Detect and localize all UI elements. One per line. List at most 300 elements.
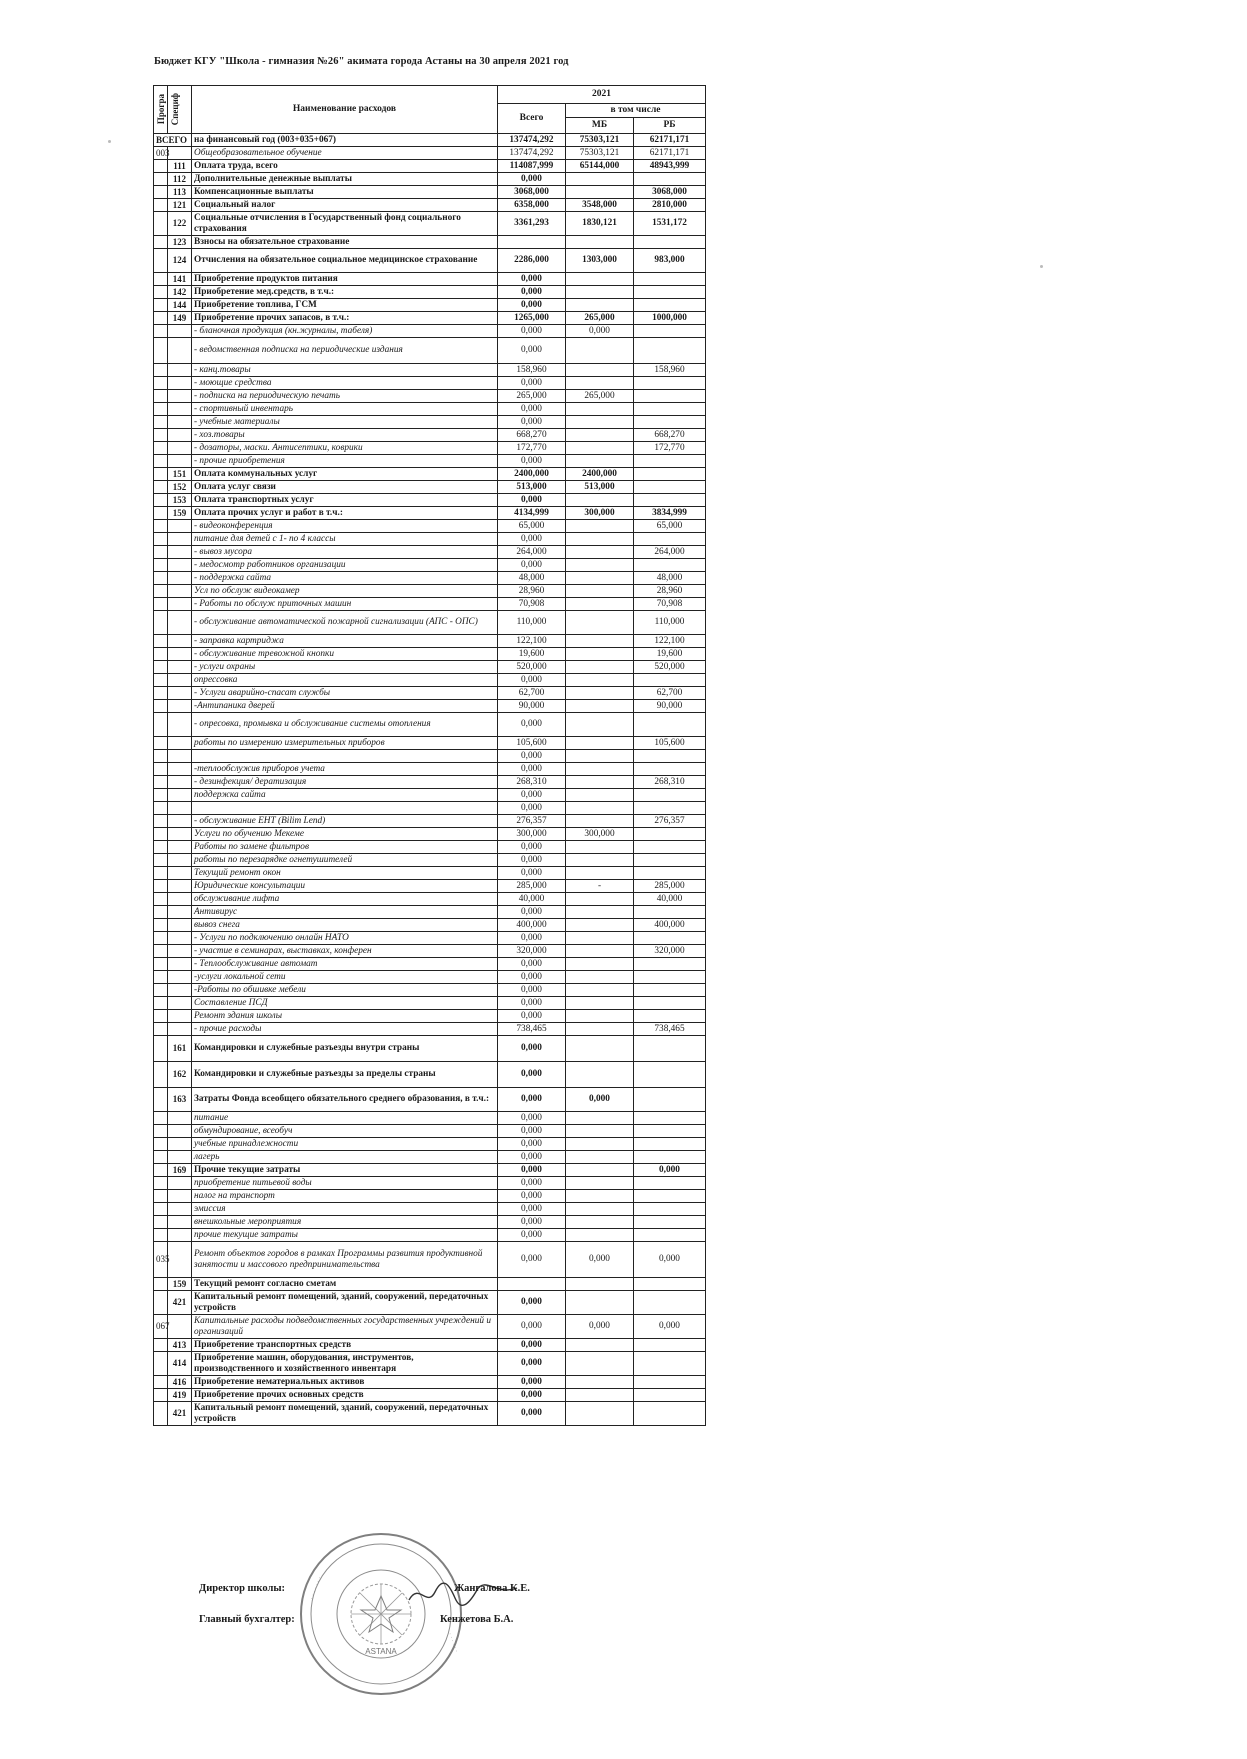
program-code-cell (154, 236, 168, 249)
rb-amount-cell: 400,000 (634, 919, 706, 932)
total-amount-cell: 0,000 (498, 403, 566, 416)
mb-amount-cell (566, 713, 634, 737)
rb-amount-cell (634, 1088, 706, 1112)
specifics-code-cell: 159 (168, 1278, 192, 1291)
mb-amount-cell (566, 1112, 634, 1125)
svg-text:· · · · · · ·: · · · · · · · (445, 1628, 459, 1654)
rb-amount-cell: 172,770 (634, 442, 706, 455)
program-code-cell (154, 1190, 168, 1203)
program-code-cell (154, 377, 168, 390)
mb-amount-cell (566, 1177, 634, 1190)
expense-name-cell: Дополнительные денежные выплаты (192, 173, 498, 186)
rb-amount-cell: 0,000 (634, 1315, 706, 1339)
mb-amount-cell: 300,000 (566, 507, 634, 520)
rb-amount-cell (634, 997, 706, 1010)
program-code-cell (154, 971, 168, 984)
rb-amount-cell: 0,000 (634, 1242, 706, 1278)
mb-amount-cell (566, 700, 634, 713)
rb-amount-cell (634, 390, 706, 403)
rb-amount-cell: 48,000 (634, 572, 706, 585)
program-code-cell (154, 932, 168, 945)
mb-amount-cell (566, 442, 634, 455)
specifics-code-cell: 159 (168, 507, 192, 520)
expense-name-cell: Командировки и служебные разъезды внутри страны (192, 1036, 498, 1062)
mb-amount-cell (566, 236, 634, 249)
table-row (154, 880, 706, 893)
program-code-cell (154, 312, 168, 325)
program-code-cell (154, 893, 168, 906)
total-amount-cell: 0,000 (498, 867, 566, 880)
expense-name-cell: Ремонт объектов городов в рамках Программы развития продуктивной занятости и массового предпринимательства (192, 1242, 498, 1278)
table-row (154, 1389, 706, 1402)
specifics-code-cell (168, 1229, 192, 1242)
total-amount-cell (498, 236, 566, 249)
total-amount-cell: 2286,000 (498, 249, 566, 273)
specifics-code-cell (168, 1315, 192, 1339)
table-row (154, 841, 706, 854)
expense-name-cell: - заправка картриджа (192, 635, 498, 648)
program-code-cell (154, 1062, 168, 1088)
program-code-cell (154, 737, 168, 750)
expense-name-cell: - бланочная продукция (кн.журналы, табеля) (192, 325, 498, 338)
expense-name-cell: поддержка сайта (192, 789, 498, 802)
total-amount-cell: 0,000 (498, 1291, 566, 1315)
total-amount-cell: 0,000 (498, 494, 566, 507)
table-row (154, 186, 706, 199)
specifics-code-cell (168, 429, 192, 442)
specifics-code-cell: 112 (168, 173, 192, 186)
table-row (154, 199, 706, 212)
program-code-cell (154, 815, 168, 828)
total-amount-cell: 276,357 (498, 815, 566, 828)
mb-amount-cell (566, 906, 634, 919)
program-code-cell (154, 1010, 168, 1023)
table-row (154, 559, 706, 572)
expense-name-cell: Капитальный ремонт помещений, зданий, сооружений, передаточных устройств (192, 1402, 498, 1426)
rb-amount-cell (634, 533, 706, 546)
rb-amount-cell: 70,908 (634, 598, 706, 611)
table-row (154, 1315, 706, 1339)
table-row (154, 286, 706, 299)
specifics-code-cell (168, 932, 192, 945)
specifics-code-cell (168, 1190, 192, 1203)
expense-name-cell: Текущий ремонт окон (192, 867, 498, 880)
scan-speck (108, 140, 111, 143)
rb-amount-cell: 90,000 (634, 700, 706, 713)
program-code-cell (154, 416, 168, 429)
total-amount-cell: 0,000 (498, 1402, 566, 1426)
mb-amount-cell (566, 1062, 634, 1088)
total-amount-cell: 90,000 (498, 700, 566, 713)
mb-amount-cell (566, 789, 634, 802)
expense-name-cell: налог на транспорт (192, 1190, 498, 1203)
rb-amount-cell (634, 173, 706, 186)
mb-amount-cell (566, 1151, 634, 1164)
table-row (154, 1352, 706, 1376)
table-row (154, 815, 706, 828)
program-code-cell (154, 674, 168, 687)
table-row (154, 507, 706, 520)
total-amount-cell: 0,000 (498, 1229, 566, 1242)
specifics-code-cell: 153 (168, 494, 192, 507)
specifics-code-cell: 123 (168, 236, 192, 249)
svg-text:ASTANA: ASTANA (365, 1647, 397, 1656)
program-code-cell (154, 1402, 168, 1426)
mb-amount-cell (566, 802, 634, 815)
mb-amount-cell (566, 1278, 634, 1291)
expense-name-cell: эмиссия (192, 1203, 498, 1216)
expense-name-cell: работы по перезарядке огнетушителей (192, 854, 498, 867)
expense-name-cell: Приобретение продуктов питания (192, 273, 498, 286)
table-row (154, 1216, 706, 1229)
expense-name-cell: Услуги по обучению Мекеме (192, 828, 498, 841)
expense-name-cell: Прочие текущие затраты (192, 1164, 498, 1177)
specifics-code-cell (168, 520, 192, 533)
mb-amount-cell (566, 1190, 634, 1203)
total-amount-cell: 0,000 (498, 273, 566, 286)
specifics-code-cell (168, 390, 192, 403)
mb-amount-cell (566, 841, 634, 854)
rb-amount-cell: 0,000 (634, 1164, 706, 1177)
expense-name-cell: - видеоконференция (192, 520, 498, 533)
table-row (154, 984, 706, 997)
total-amount-cell: 0,000 (498, 1112, 566, 1125)
program-code-cell (154, 403, 168, 416)
program-code-cell (154, 802, 168, 815)
program-code-cell (154, 585, 168, 598)
mb-amount-cell: 265,000 (566, 312, 634, 325)
table-row (154, 325, 706, 338)
total-amount-cell: 105,600 (498, 737, 566, 750)
specifics-code-cell (168, 377, 192, 390)
program-code-cell (154, 1177, 168, 1190)
total-amount-cell: 0,000 (498, 1352, 566, 1376)
mb-amount-cell (566, 611, 634, 635)
total-amount-cell: 0,000 (498, 802, 566, 815)
rb-amount-cell (634, 1138, 706, 1151)
expense-name-cell: - Услуги аварийно-спасат службы (192, 687, 498, 700)
expense-name-cell: - хоз.товары (192, 429, 498, 442)
rb-amount-cell (634, 971, 706, 984)
expense-name-cell: -услуги локальной сети (192, 971, 498, 984)
specifics-code-cell (168, 585, 192, 598)
accountant-label: Главный бухгалтер: (199, 1614, 295, 1625)
mb-amount-cell (566, 1138, 634, 1151)
total-amount-cell: 265,000 (498, 390, 566, 403)
rb-header: РБ (634, 118, 706, 134)
rb-amount-cell: 268,310 (634, 776, 706, 789)
specifics-header: Специф (168, 86, 192, 134)
program-code-cell (154, 160, 168, 173)
rb-amount-cell (634, 1402, 706, 1426)
total-amount-cell: 0,000 (498, 416, 566, 429)
specifics-code-cell (168, 455, 192, 468)
total-amount-cell: 0,000 (498, 1190, 566, 1203)
expense-name-cell: - прочие приобретения (192, 455, 498, 468)
specifics-code-cell (168, 1010, 192, 1023)
program-code-cell (154, 273, 168, 286)
expense-name-cell: - обслуживание ЕНТ (Bilim Lend) (192, 815, 498, 828)
mb-amount-cell (566, 635, 634, 648)
total-amount-cell: 0,000 (498, 1125, 566, 1138)
table-row (154, 700, 706, 713)
specifics-code-cell (168, 661, 192, 674)
rb-amount-cell (634, 403, 706, 416)
specifics-code-cell (168, 546, 192, 559)
program-code-cell (154, 481, 168, 494)
rb-amount-cell: 2810,000 (634, 199, 706, 212)
rb-amount-cell (634, 906, 706, 919)
specifics-code-cell (168, 635, 192, 648)
rb-amount-cell (634, 1062, 706, 1088)
total-amount-cell: 320,000 (498, 945, 566, 958)
expense-name-cell: работы по измерению измерительных приборов (192, 737, 498, 750)
rb-amount-cell: 1000,000 (634, 312, 706, 325)
mb-amount-cell: 513,000 (566, 481, 634, 494)
rb-amount-cell (634, 338, 706, 364)
rb-amount-cell: 320,000 (634, 945, 706, 958)
mb-amount-cell: 300,000 (566, 828, 634, 841)
year-header: 2021 (498, 86, 706, 104)
table-row (154, 533, 706, 546)
rb-amount-cell (634, 468, 706, 481)
specifics-code-cell (168, 828, 192, 841)
rb-amount-cell (634, 1036, 706, 1062)
specifics-code-cell (168, 572, 192, 585)
specifics-code-cell (168, 147, 192, 160)
total-amount-cell: 0,000 (498, 906, 566, 919)
program-code-cell (154, 249, 168, 273)
expense-name-cell: - спортивный инвентарь (192, 403, 498, 416)
program-code-cell (154, 338, 168, 364)
total-amount-cell: 0,000 (498, 1151, 566, 1164)
program-code-cell (154, 958, 168, 971)
mb-amount-cell (566, 186, 634, 199)
table-row (154, 249, 706, 273)
table-row (154, 390, 706, 403)
rb-amount-cell (634, 674, 706, 687)
expense-name-cell: Составление ПСД (192, 997, 498, 1010)
program-code-cell (154, 598, 168, 611)
program-code-cell (154, 1036, 168, 1062)
total-amount-cell: 6358,000 (498, 199, 566, 212)
rb-amount-cell: 62171,171 (634, 134, 706, 147)
expense-name-cell: Компенсационные выплаты (192, 186, 498, 199)
rb-amount-cell: 520,000 (634, 661, 706, 674)
program-code-cell (154, 1376, 168, 1389)
total-amount-cell: 62,700 (498, 687, 566, 700)
total-amount-cell: 0,000 (498, 789, 566, 802)
mb-amount-cell (566, 815, 634, 828)
rb-amount-cell: 48943,999 (634, 160, 706, 173)
rb-amount-cell: 276,357 (634, 815, 706, 828)
rb-amount-cell (634, 325, 706, 338)
mb-amount-cell (566, 173, 634, 186)
expense-name-cell: Юридические консультации (192, 880, 498, 893)
program-code-cell (154, 1229, 168, 1242)
program-code-cell (154, 841, 168, 854)
total-amount-cell: 4134,999 (498, 507, 566, 520)
total-amount-cell: 513,000 (498, 481, 566, 494)
specifics-code-cell (168, 700, 192, 713)
total-amount-cell: 110,000 (498, 611, 566, 635)
expense-name-cell: Оплата услуг связи (192, 481, 498, 494)
total-amount-cell: 0,000 (498, 1010, 566, 1023)
expense-name-cell: внешкольные мероприятия (192, 1216, 498, 1229)
rb-amount-cell (634, 1010, 706, 1023)
table-row (154, 802, 706, 815)
table-row (154, 737, 706, 750)
program-code-cell (154, 1216, 168, 1229)
specifics-code-cell (168, 1177, 192, 1190)
table-row (154, 572, 706, 585)
mb-amount-cell (566, 776, 634, 789)
table-row (154, 1376, 706, 1389)
total-amount-cell: 137474,292 (498, 134, 566, 147)
rb-amount-cell (634, 828, 706, 841)
program-code-cell (154, 945, 168, 958)
specifics-code-cell (168, 945, 192, 958)
table-row (154, 828, 706, 841)
total-amount-cell: 520,000 (498, 661, 566, 674)
rb-amount-cell (634, 750, 706, 763)
rb-amount-cell (634, 789, 706, 802)
expense-name-cell: Ремонт здания школы (192, 1010, 498, 1023)
table-row (154, 403, 706, 416)
table-row (154, 494, 706, 507)
specifics-code-cell (168, 1242, 192, 1278)
table-row (154, 299, 706, 312)
table-row (154, 635, 706, 648)
rb-amount-cell: 668,270 (634, 429, 706, 442)
expense-name-cell: Социальный налог (192, 199, 498, 212)
expense-name-cell: вывоз снега (192, 919, 498, 932)
rb-amount-cell (634, 763, 706, 776)
expense-name-cell: питание для детей с 1- по 4 классы (192, 533, 498, 546)
program-code-cell (154, 1088, 168, 1112)
table-row (154, 442, 706, 455)
total-amount-cell: 172,770 (498, 442, 566, 455)
total-amount-cell: 0,000 (498, 173, 566, 186)
expense-name-cell: Общеобразовательное обучение (192, 147, 498, 160)
table-row (154, 648, 706, 661)
mb-amount-cell: 0,000 (566, 1088, 634, 1112)
program-code-cell (154, 1278, 168, 1291)
table-row (154, 867, 706, 880)
program-code-cell (154, 1151, 168, 1164)
specifics-code-cell (168, 687, 192, 700)
scan-speck (1040, 265, 1043, 268)
total-amount-cell: 268,310 (498, 776, 566, 789)
rb-amount-cell: 110,000 (634, 611, 706, 635)
program-code-cell: 067 (154, 1315, 168, 1339)
table-row (154, 997, 706, 1010)
specifics-code-cell: 419 (168, 1389, 192, 1402)
table-row (154, 429, 706, 442)
total-amount-cell: 2400,000 (498, 468, 566, 481)
rb-amount-cell (634, 1190, 706, 1203)
total-amount-cell: 0,000 (498, 1203, 566, 1216)
rb-amount-cell: 28,960 (634, 585, 706, 598)
specifics-code-cell (168, 1216, 192, 1229)
expense-name-cell: Усл по обслуж видеокамер (192, 585, 498, 598)
specifics-code-cell (168, 559, 192, 572)
specifics-code-cell: 413 (168, 1339, 192, 1352)
program-code-cell (154, 286, 168, 299)
mb-amount-cell: 75303,121 (566, 134, 634, 147)
rb-amount-cell (634, 1203, 706, 1216)
rb-amount-cell: 105,600 (634, 737, 706, 750)
expense-name-cell: Приобретение мед.средств, в т.ч.: (192, 286, 498, 299)
total-amount-cell: 114087,999 (498, 160, 566, 173)
mb-amount-cell: 0,000 (566, 325, 634, 338)
total-amount-cell: 48,000 (498, 572, 566, 585)
rb-amount-cell: 65,000 (634, 520, 706, 533)
mb-amount-cell (566, 299, 634, 312)
table-row (154, 1190, 706, 1203)
table-row (154, 713, 706, 737)
specifics-code-cell: 122 (168, 212, 192, 236)
table-row (154, 958, 706, 971)
specifics-code-cell (168, 442, 192, 455)
specifics-code-cell: 169 (168, 1164, 192, 1177)
program-code-cell (154, 494, 168, 507)
total-amount-cell: 40,000 (498, 893, 566, 906)
rb-amount-cell: 3834,999 (634, 507, 706, 520)
rb-amount-cell (634, 236, 706, 249)
rb-amount-cell (634, 802, 706, 815)
mb-amount-cell (566, 997, 634, 1010)
specifics-code-cell (168, 403, 192, 416)
total-amount-cell: 0,000 (498, 1389, 566, 1402)
specifics-code-cell (168, 789, 192, 802)
total-amount-cell: 0,000 (498, 1216, 566, 1229)
table-row (154, 1278, 706, 1291)
expense-name-cell: Взносы на обязательное страхование (192, 236, 498, 249)
table-row (154, 1138, 706, 1151)
mb-amount-cell (566, 494, 634, 507)
rb-amount-cell (634, 1352, 706, 1376)
mb-amount-cell: 3548,000 (566, 199, 634, 212)
total-amount-cell: 0,000 (498, 1088, 566, 1112)
table-row (154, 945, 706, 958)
program-code-cell (154, 199, 168, 212)
table-row (154, 611, 706, 635)
table-row (154, 1291, 706, 1315)
mb-amount-cell (566, 1023, 634, 1036)
program-code-cell (154, 1203, 168, 1216)
mb-amount-cell (566, 585, 634, 598)
total-amount-cell: 28,960 (498, 585, 566, 598)
specifics-code-cell: 421 (168, 1402, 192, 1426)
director-label: Директор школы: (199, 1583, 286, 1594)
program-code-cell (154, 713, 168, 737)
table-row (154, 1125, 706, 1138)
specifics-code-cell (168, 364, 192, 377)
table-row (154, 687, 706, 700)
table-row (154, 1010, 706, 1023)
total-amount-cell: 0,000 (498, 299, 566, 312)
table-row (154, 932, 706, 945)
program-code-cell (154, 429, 168, 442)
total-amount-cell: 0,000 (498, 338, 566, 364)
rb-amount-cell (634, 958, 706, 971)
mb-amount-cell (566, 971, 634, 984)
total-amount-cell: 738,465 (498, 1023, 566, 1036)
accountant-name: Кенжетова Б.А. (440, 1614, 514, 1625)
mb-amount-cell (566, 429, 634, 442)
rb-amount-cell (634, 481, 706, 494)
